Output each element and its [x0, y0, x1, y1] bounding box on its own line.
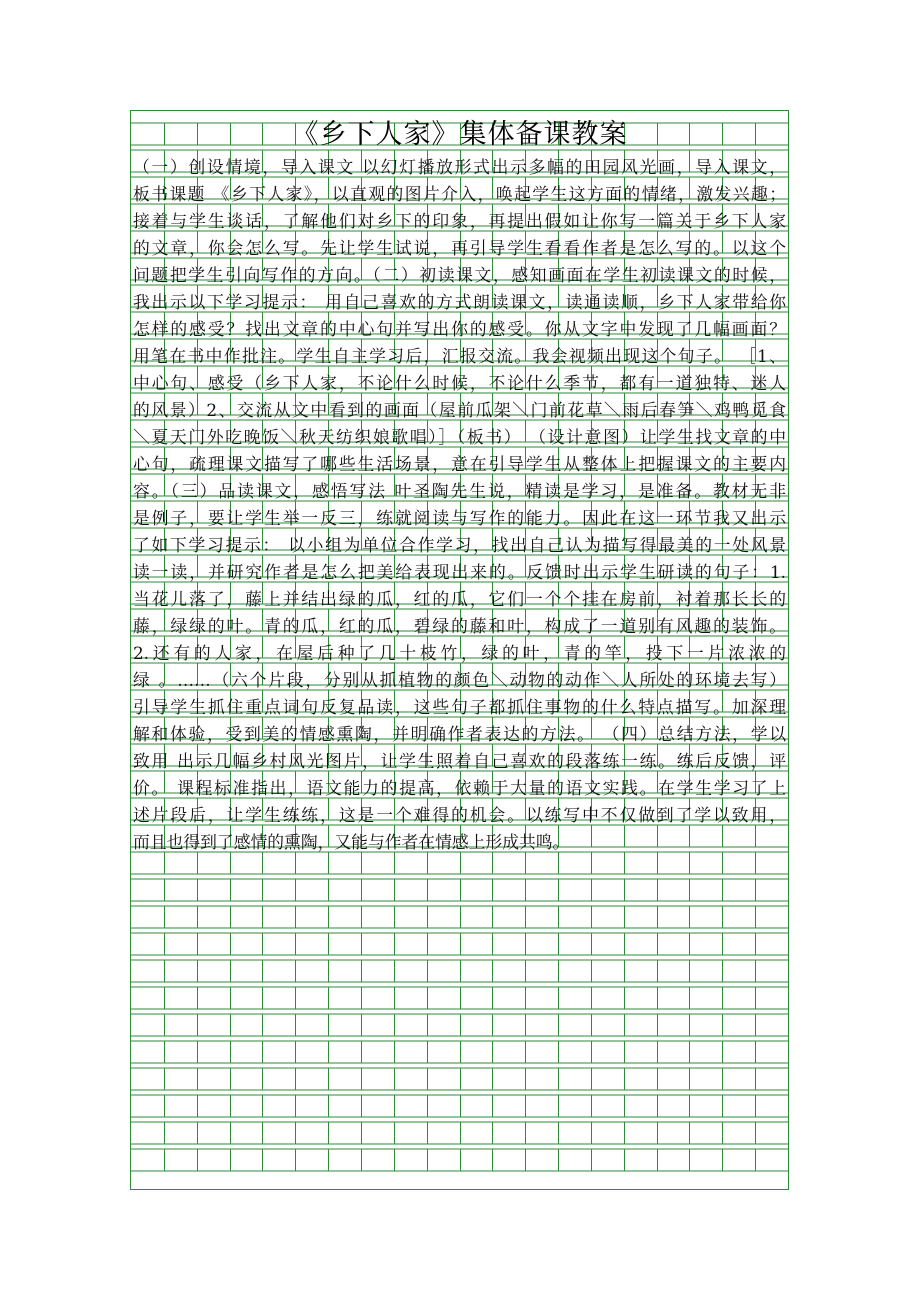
text-line: 的风景）2、交流从文中看到的画面（屋前瓜架＼门前花草＼雨后春笋＼鸡鸭觅食: [133, 400, 786, 420]
document-title: 《乡下人家》集体备课教案: [291, 119, 628, 150]
text-line: 读一读，并研究作者是怎么把美给表现出来的。反馈时出示学生研读的句子：1.: [133, 562, 786, 582]
text-line: 心句，疏理课文描写了哪些生活场景，意在引导学生从整体上把握课文的主要内: [133, 454, 786, 474]
text-line: 接着与学生谈话，了解他们对乡下的印象，再提出假如让你写一篇关于乡下人家: [133, 211, 786, 231]
text-line: ＼夏天门外吃晚饭＼秋天纺织娘歌唱）］（板书） （设计意图）让学生找文章的中: [133, 427, 786, 447]
text-line: 述片段后，让学生练练，这是一个难得的机会。以练写中不仅做到了学以致用，: [133, 805, 786, 825]
text-line: 引导学生抓住重点词句反复品读，这些句子都抓住事物的什么特点描写。加深理: [133, 697, 786, 717]
text-line: 绿 。……（六个片段，分别从抓植物的颜色＼动物的动作＼人所处的环境去写）: [133, 670, 786, 690]
text-line: 了如下学习提示： 以小组为单位合作学习，找出自己认为描写得最美的一处风景: [133, 535, 786, 555]
text-line: 解和体验，受到美的情感熏陶，并明确作者表达的方法。 （四）总结方法，学以: [133, 724, 786, 744]
text-line: 我出示以下学习提示： 用自己喜欢的方式朗读课文，读通读顺，乡下人家带给你: [133, 292, 786, 312]
text-line: （一）创设情境，导入课文 以幻灯播放形式出示多幅的田园风光画，导入课文，: [133, 157, 786, 177]
text-line: 的文章，你会怎么写。先让学生试说，再引导学生看看作者是怎么写的。以这个: [133, 238, 786, 258]
text-line: 容。（三）品读课文，感悟写法 叶圣陶先生说，精读是学习，是准备。教材无非: [133, 481, 786, 501]
text-line: 当花儿落了，藤上并结出绿的瓜，红的瓜，它们一个个挂在房前，衬着那长长的: [133, 589, 786, 609]
text-line: 中心句、感受（乡下人家，不论什么时候，不论什么季节，都有一道独特、迷人: [133, 373, 786, 393]
text-line: 2.还有的人家，在屋后种了几十枝竹，绿的叶，青的竿，投下一片浓浓的: [133, 643, 786, 663]
text-line: 而且也得到了感情的熏陶，又能与作者在情感上形成共鸣。: [133, 832, 570, 852]
text-line: 致用 出示几幅乡村风光图片，让学生照着自己喜欢的段落练一练。练后反馈，评: [133, 751, 786, 771]
writing-paper: [130, 110, 789, 1190]
text-line: 怎样的感受？找出文章的中心句并写出你的感受。你从文字中发现了几幅画面？: [133, 319, 786, 339]
text-line: 用笔在书中作批注。学生自主学习后，汇报交流。我会视频出现这个句子。 ［1、: [133, 346, 786, 366]
text-line: 藤，绿绿的叶。青的瓜，红的瓜，碧绿的藤和叶，构成了一道别有风趣的装饰。: [133, 616, 786, 636]
text-line: 问题把学生引向写作的方向。（二）初读课文，感知画面在学生初读课文的时候，: [133, 265, 786, 285]
text-line: 是例子，要让学生举一反三，练就阅读与写作的能力。因此在这一环节我又出示: [133, 508, 786, 528]
text-line: 板书课题 《乡下人家》，以直观的图片介入，唤起学生这方面的情绪，激发兴趣；: [133, 184, 786, 204]
text-line: 价。 课程标准指出，语文能力的提高，依赖于大量的语文实践。在学生学习了上: [133, 778, 786, 798]
